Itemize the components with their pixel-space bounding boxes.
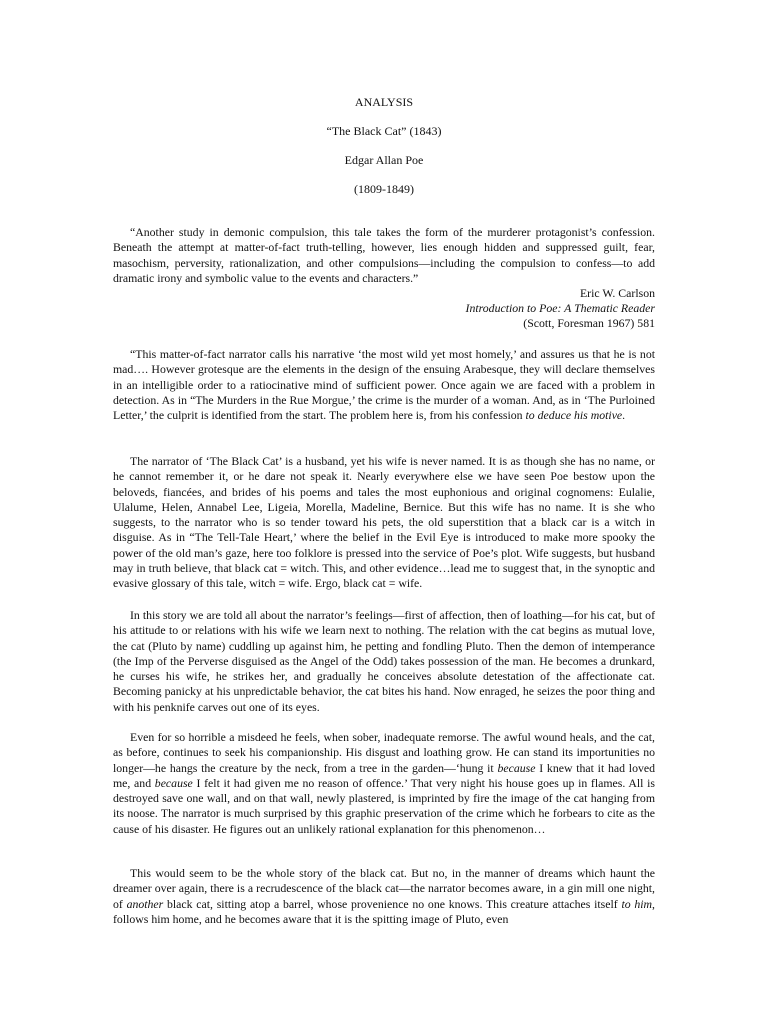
attribution-book — [466, 301, 655, 316]
paragraph-4-text-a: Even for so horrible a misdeed he feels, when sober, inadequate remorse. The awful wound heals, and the cat, as before, continues to seek his companionship. His disgust and loathing grow. He can stand its importunities no longer—he hangs the creature by the neck, from a tree in the garden—‘hung it — [113, 730, 655, 775]
paragraph-5-emphasis-1: another — [126, 896, 164, 911]
paragraph-4-emphasis-1: because — [497, 760, 536, 775]
work-title: “The Black Cat” (1843) — [326, 124, 442, 138]
paragraph-5-emphasis-2: to him — [621, 896, 653, 911]
paragraph-2: The narrator of ‘The Black Cat’ is a husband, yet his wife is never named. It is as though she has no name, or he cannot remember it, or he dare not speak it. Nearly everywhere else we have seen Poe bestow upon the beloveds, fiancées, and brides of his poems and tales the most euphonious and original cognomens: Eulalie, Ulalume, Helen, Annabel Lee, Ligeia, Morella, Madeline, Bernice. But this wife has no name. It is she who suggests, to the narrator who is so tender toward his pets, the old superstition that a black car is a witch in disguise. As in “The Tell-Tale Heart,’ where the belief in the Evil Eye is introduced to make more spooky the power of the old man’s gaze, here too folklore is pressed into the service of Poe’s plot. Wife suggests, but husband may in truth believe, that black cat = witch. This, and other evidence…lead me to suggest that, in the synoptic and evasive glossary of this tale, witch = wife. Ergo, black cat = wife. — [113, 454, 655, 591]
paragraph-1 — [113, 347, 655, 423]
paragraph-5-text-b: black cat, sitting atop a barrel, whose provenience no one knows. This creature attaches itself — [167, 896, 618, 911]
paragraph-5-text-a: This would seem to be the whole story of the black cat. But no, in the manner of dreams which haunt the dreamer over again, there is a recrudescence of the black cat—the narrator becomes aware, in a gin mill one night, of — [113, 866, 655, 911]
paragraph-4-text-b: I knew that it had loved me, and — [113, 760, 656, 790]
paragraph-1-end: . — [622, 408, 626, 423]
paragraph-4-text-c: I felt it had given me no reason of offence.’ That very night his house goes up in flames. All is destroyed save one wall, and on that wall, newly plastered, is imprinted by fire the image of the cat hanging from its noose. The narrator is much surprised by this graphic preservation of the crime which he forbears to cite as the cause of his disaster. He figures out an unlikely rational explanation for this phenomenon… — [113, 775, 656, 836]
author-dates: (1809-1849) — [354, 182, 414, 196]
attribution-publisher: (Scott, Foresman 1967) 581 — [523, 316, 655, 330]
carlson-quote: “Another study in demonic compulsion, this tale takes the form of the murderer protagonist’s confession. Beneath the attempt at matter-of-fact truth-telling, however, lies enough hidden and suppressed guilt, fear, masochism, perversity, rationalization, and other compulsions—including the compulsion to confess—to add dramatic irony and symbolic value to the events and characters.” — [113, 225, 655, 285]
paragraph-5 — [113, 866, 655, 927]
paragraph-4-emphasis-2: because — [154, 775, 193, 790]
analysis-heading: ANALYSIS — [354, 95, 414, 109]
attribution-author: Eric W. Carlson — [579, 286, 655, 300]
paragraph-5-text-c: , follows him home, and he becomes aware that it is the spitting image of Pluto, even — [113, 896, 655, 926]
paragraph-3: In this story we are told all about the narrator’s feelings—first of affection, then of loathing—for his cat, but of his attitude to or relations with his wife we learn next to nothing. The relation with the cat begins as mutual love, the cat (Pluto by name) cuddling up against him, he petting and fondling Pluto. Then the demon of intemperance (the Imp of the Perverse disguised as the Angel of the Odd) takes possession of the man. He becomes a drunkard, he curses his wife, he strikes her, and gradually he conceives absolute detestation of the affectionate cat. Becoming panicky at his unpredictable behavior, the cat bites his hand. Now enraged, he seizes the poor thing and with his penknife carves out one of its eyes. — [113, 608, 655, 714]
author-name: Edgar Allan Poe — [344, 153, 424, 167]
book-title: Introduction to Poe: A Thematic Reader — [465, 301, 655, 315]
paragraph-1-emphasis: to deduce his motive — [525, 408, 623, 423]
paragraph-4 — [113, 730, 655, 837]
paragraph-1-text: “This matter-of-fact narrator calls his narrative ‘the most wild yet most homely,’ and assures us that he is not mad…. However grotesque are the elements in the design of the ensuing Arabesque, they will declare themselves in an intelligible order to a ratiocinative mind of sufficient power. Once again we are faced with a problem in detection. As in “The Murders in the Rue Morgue,’ the crime is the murder of a woman. And, as in ‘The Purloined Letter,’ the culprit is identified from the start. The problem here is, from his confession — [113, 347, 655, 423]
